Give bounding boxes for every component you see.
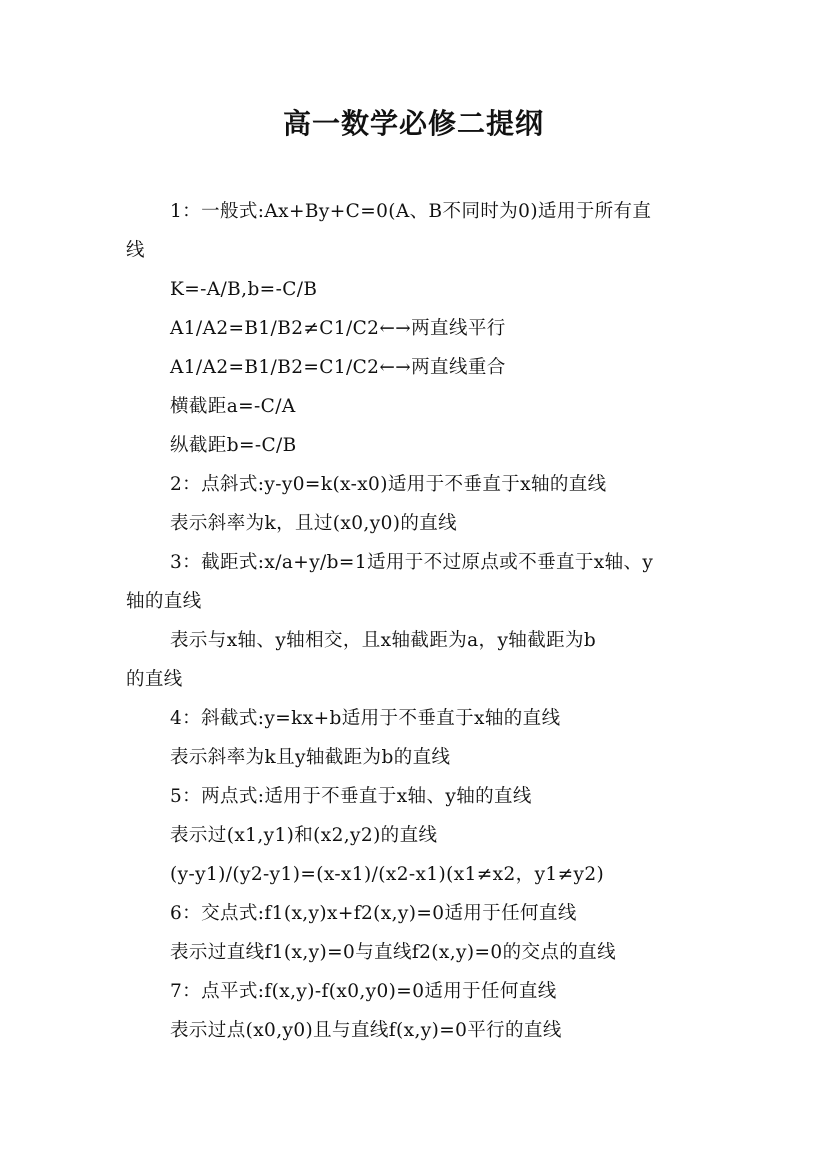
text-line: 2：点斜式:y-y0=k(x-x0)适用于不垂直于x轴的直线 — [170, 474, 607, 495]
text-line: 表示斜率为k，且过(x0,y0)的直线 — [170, 513, 458, 534]
text-line: 表示过直线f1(x,y)=0与直线f2(x,y)=0的交点的直线 — [170, 942, 616, 963]
text-line: 的直线 — [126, 669, 183, 690]
text-line: 横截距a=-C/A — [170, 396, 296, 417]
text-line: 7：点平式:f(x,y)-f(x0,y0)=0适用于任何直线 — [170, 981, 557, 1002]
page-title: 高一数学必修二提纲 — [282, 107, 544, 140]
text-line: 6：交点式:f1(x,y)x+f2(x,y)=0适用于任何直线 — [170, 903, 577, 924]
text-line: A1/A2=B1/B2≠C1/C2←→两直线平行 — [170, 318, 506, 339]
text-line: 表示过点(x0,y0)且与直线f(x,y)=0平行的直线 — [170, 1020, 562, 1041]
document-body — [126, 192, 736, 1050]
text-line: 线 — [126, 240, 145, 261]
text-line: 3：截距式:x/a+y/b=1适用于不过原点或不垂直于x轴、y — [170, 552, 654, 573]
text-line: 5：两点式:适用于不垂直于x轴、y轴的直线 — [170, 786, 532, 807]
text-line: A1/A2=B1/B2=C1/C2←→两直线重合 — [170, 357, 506, 378]
text-line: 轴的直线 — [126, 591, 202, 612]
text-line: 表示过(x1,y1)和(x2,y2)的直线 — [170, 825, 438, 846]
text-line: 表示与x轴、y轴相交，且x轴截距为a，y轴截距为b — [170, 630, 597, 651]
text-line: 4：斜截式:y=kx+b适用于不垂直于x轴的直线 — [170, 708, 561, 729]
text-line: 表示斜率为k且y轴截距为b的直线 — [170, 747, 451, 768]
text-line: 纵截距b=-C/B — [170, 435, 297, 456]
text-line: 1：一般式:Ax+By+C=0(A、B不同时为0)适用于所有直 — [170, 201, 652, 222]
text-line: K=-A/B,b=-C/B — [170, 279, 318, 300]
text-line: (y-y1)/(y2-y1)=(x-x1)/(x2-x1)(x1≠x2，y1≠y2) — [170, 864, 605, 885]
